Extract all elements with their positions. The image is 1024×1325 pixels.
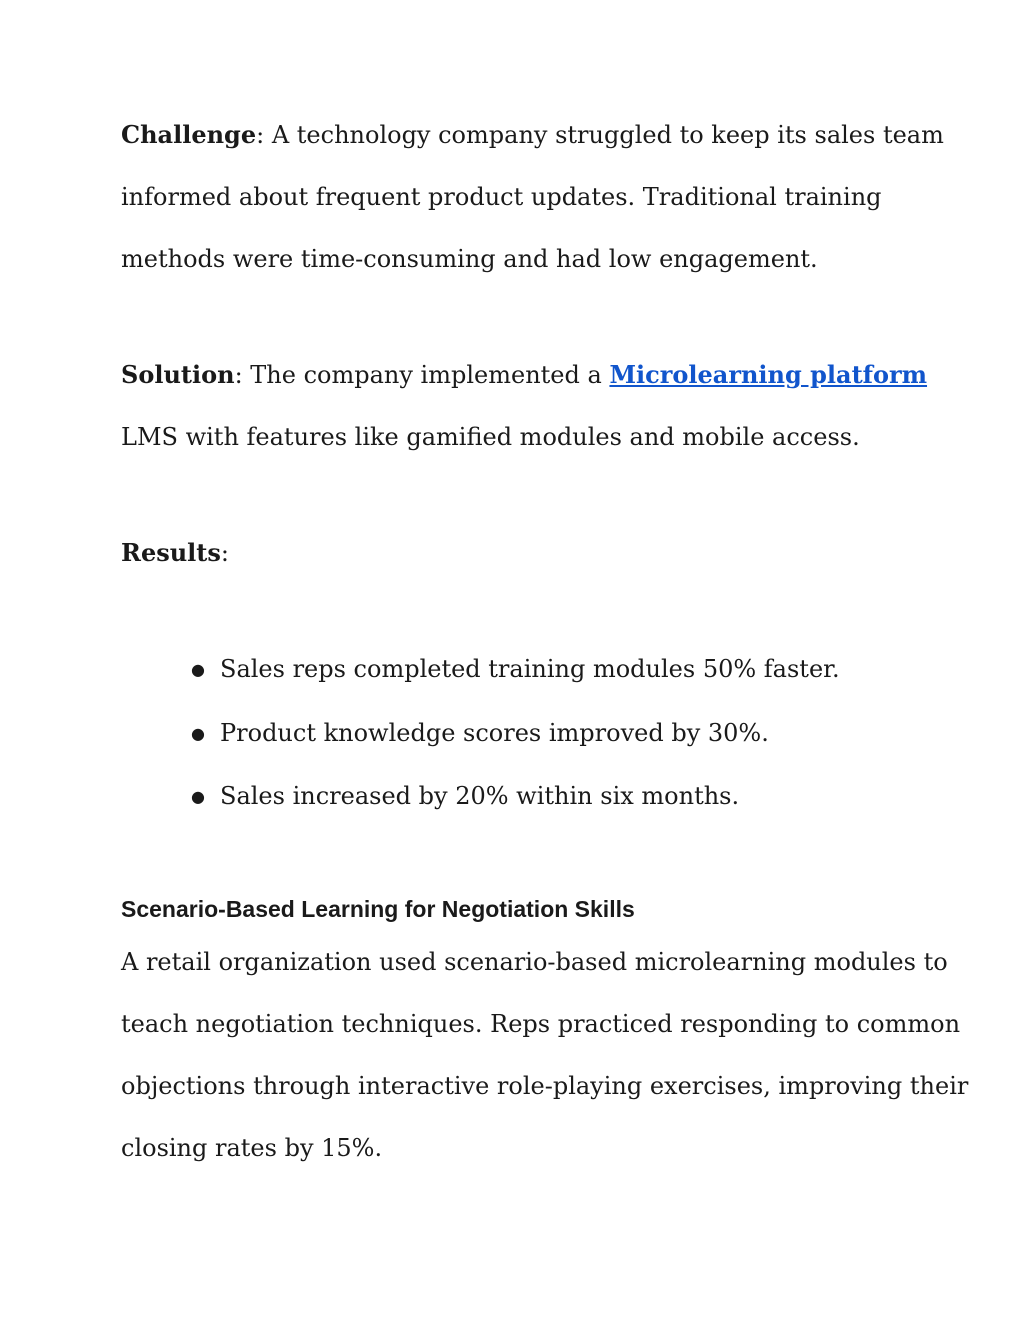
solution-separator: : [234,361,251,389]
scenario-paragraph [121,931,968,1179]
scenario-heading: Scenario-Based Learning for Negotiation Skills [121,896,635,922]
bullet-icon: ● [191,787,205,806]
results-label: Results [121,538,221,567]
result-text-2: Product knowledge scores improved by 30%. [220,718,769,747]
challenge-label: Challenge [121,120,257,149]
list-item [187,638,840,702]
result-text-1: Sales reps completed training modules 50% faster. [220,655,840,683]
list-item [187,765,840,829]
solution-line-1 [121,344,927,406]
solution-line-2: LMS with features like gamified modules and mobile access. [121,423,860,451]
bullet-icon: ● [191,723,205,743]
bullet-icon: ● [191,660,205,679]
scenario-line-1: A retail organization used scenario-based microlearning modules to [121,948,948,976]
solution-paragraph [121,344,927,468]
results-heading [121,522,229,584]
list-item [187,702,840,766]
scenario-line-4: closing rates by 15%. [121,1134,383,1162]
results-separator: : [220,539,229,567]
scenario-line-2: teach negotiation techniques. Reps practiced responding to common [121,1010,961,1038]
challenge-line-2: informed about frequent product updates. Traditional training [121,183,882,211]
challenge-separator: : [256,121,272,149]
solution-text-1: The company implemented a [250,361,610,389]
challenge-paragraph [121,104,944,290]
results-list [187,638,840,829]
challenge-text-1: A technology company struggled to keep its sales team [271,121,944,149]
microlearning-platform-link[interactable]: Microlearning platform [609,360,928,389]
challenge-line-1 [121,104,944,166]
solution-label: Solution [121,360,235,389]
challenge-line-3: methods were time-consuming and had low engagement. [121,245,818,273]
scenario-line-3: objections through interactive role-playing exercises, improving their [121,1072,969,1100]
result-text-3: Sales increased by 20% within six months. [220,782,740,810]
